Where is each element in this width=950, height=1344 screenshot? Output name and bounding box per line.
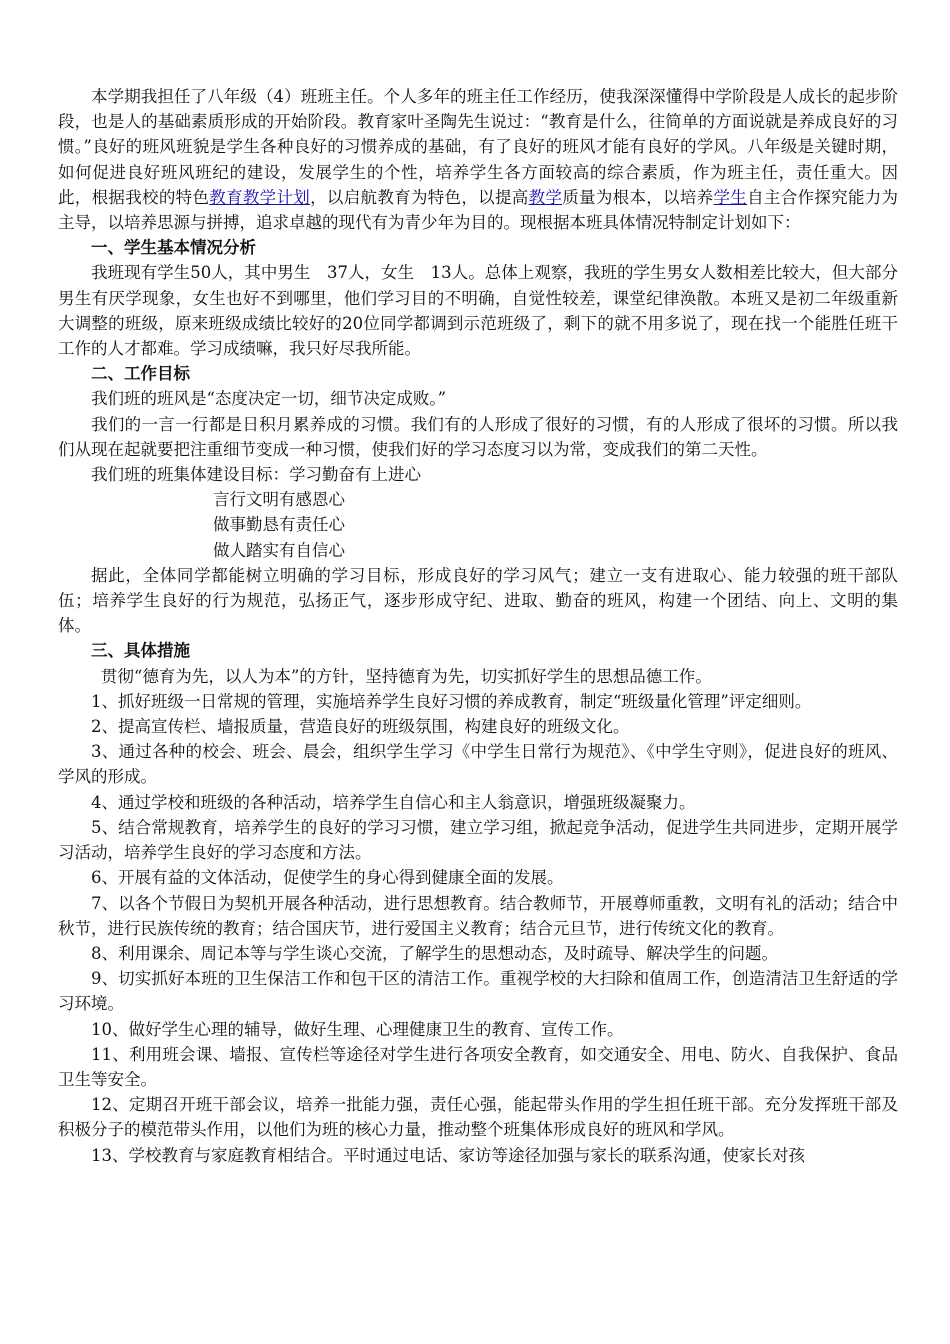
measure-item: 11、利用班会课、墙报、宣传栏等途径对学生进行各项安全教育，如交通安全、用电、防火、自我保护、食品卫生等安全。 — [58, 1044, 898, 1089]
goal-item: 做事勤恳有责任心 — [213, 515, 345, 535]
goal-lead: 我们班的班集体建设目标：学习勤奋有上进心 — [91, 465, 421, 485]
intro-text-2: ，以启航教育为特色，以提高 — [310, 187, 529, 207]
measure-item: 7、以各个节假日为契机开展各种活动，进行思想教育。结合教师节，开展尊师重教，文明有礼的活动；结合中秋节，进行民族传统的教育；结合国庆节，进行爱国主义教育；结合元旦节，进行传统文化的教育。 — [58, 893, 898, 938]
intro-text-4: 自主合作探究能力为主导，以培养思源与拼搏，追求卓越的现代有为青少年为目的。现根据本班具体情况特制定计划如下： — [58, 187, 899, 233]
measure-item: 13、学校教育与家庭教育相结合。平时通过电话、家访等途径加强与家长的联系沟通，使家长对孩 — [91, 1145, 805, 1165]
class-motto: 我们班的班风是“态度决定一切，细节决定成败。” — [91, 389, 447, 409]
measure-item: 10、做好学生心理的辅导，做好生理、心理健康卫生的教育、宣传工作。 — [91, 1019, 624, 1039]
measure-item: 5、结合常规教育，培养学生的良好的学习习惯，建立学习组，掀起竞争活动，促进学生共同进步，定期开展学习活动，培养学生良好的学习态度和方法。 — [58, 817, 898, 863]
teaching-plan-link[interactable]: 教育教学计划 — [209, 187, 311, 207]
section3-lead: 贯彻“德育为先，以人为本”的方针，坚持德育为先，切实抓好学生的思想品德工作。 — [100, 666, 712, 686]
section2-heading: 二、工作目标 — [91, 364, 190, 384]
section1-heading: 一、学生基本情况分析 — [91, 238, 256, 258]
document-page — [58, 84, 898, 1168]
goal-item: 做人踏实有自信心 — [213, 540, 345, 560]
teaching-link[interactable]: 教学 — [528, 187, 563, 207]
measure-item: 8、利用课余、周记本等与学生谈心交流，了解学生的思想动态，及时疏导、解决学生的问题。 — [91, 943, 778, 963]
measure-item: 9、切实抓好本班的卫生保洁工作和包干区的清洁工作。重视学校的大扫除和值周工作，创造清洁卫生舒适的学习环境。 — [58, 969, 898, 1014]
goal-item: 言行文明有感恩心 — [213, 490, 345, 510]
measure-item: 2、提高宣传栏、墙报质量，营造良好的班级氛围，构建良好的班级文化。 — [91, 717, 630, 737]
measure-item: 1、抓好班级一日常规的管理，实施培养学生良好习惯的养成教育，制定“班级量化管理”评定细则。 — [91, 691, 812, 711]
measure-item: 6、开展有益的文体活动，促使学生的身心得到健康全面的发展。 — [91, 868, 564, 888]
measure-item: 12、定期召开班干部会议，培养一批能力强，责任心强，能起带头作用的学生担任班干部。充分发挥班干部及积极分子的模范带头作用，以他们为班的核心力量，推动整个班集体形成良好的班风和学风。 — [58, 1095, 898, 1140]
intro-text-3: 质量为根本，以培养 — [562, 187, 714, 207]
section2-paragraph: 我们的一言一行都是日积月累养成的习惯。我们有的人形成了很好的习惯，有的人形成了很坏的习惯。所以我们从现在起就要把注重细节变成一种习惯，使我们好的学习态度习以为常，变成我们的第二天性。 — [58, 414, 898, 459]
measure-item: 3、通过各种的校会、班会、晨会，组织学生学习《中学生日常行为规范》、《中学生守则》，促进良好的班风、学风的形成。 — [58, 742, 898, 787]
section3-heading: 三、具体措施 — [91, 641, 190, 661]
intro-text-1: 本学期我担任了八年级（4）班班主任。个人多年的班主任工作经历，使我深深懂得中学阶段是人成长的起步阶段，也是人的基础素质形成的开始阶段。教育家叶圣陶先生说过：“教育是什么，往简单的方面说就是养成良好的习惯。”良好的班风班貌是学生各种良好的习惯养成的基础，有了良好的班风才能有良好的学风。八年级是关键时期，如何促进良好班风班纪的建设，发展学生的个性，培养学生各方面较高的综合素质，作为班主任，责任重大。因此，根据我校的特色 — [58, 87, 898, 207]
student-link[interactable]: 学生 — [713, 187, 748, 207]
intro-paragraph — [58, 84, 898, 235]
section1-paragraph: 我班现有学生50人，其中男生 37人，女生 13人。总体上观察，我班的学生男女人数相差比较大，但大部分男生有厌学现象，女生也好不到哪里，他们学习目的不明确，自觉性较差，课堂纪律涣散。本班又是初二年级重新大调整的班级，原来班级成绩比较好的20位同学都调到示范班级了，剩下的就不用多说了，现在找一个能胜任班干工作的人才都难。学习成绩嘛，我只好尽我所能。 — [58, 263, 898, 359]
measure-item: 4、通过学校和班级的各种活动，培养学生自信心和主人翁意识，增强班级凝聚力。 — [91, 792, 696, 812]
section2-summary: 据此，全体同学都能树立明确的学习目标，形成良好的学习风气；建立一支有进取心、能力较强的班干部队伍；培养学生良好的行为规范，弘扬正气，逐步形成守纪、进取、勤奋的班风，构建一个团结、向上、文明的集体。 — [58, 565, 898, 636]
